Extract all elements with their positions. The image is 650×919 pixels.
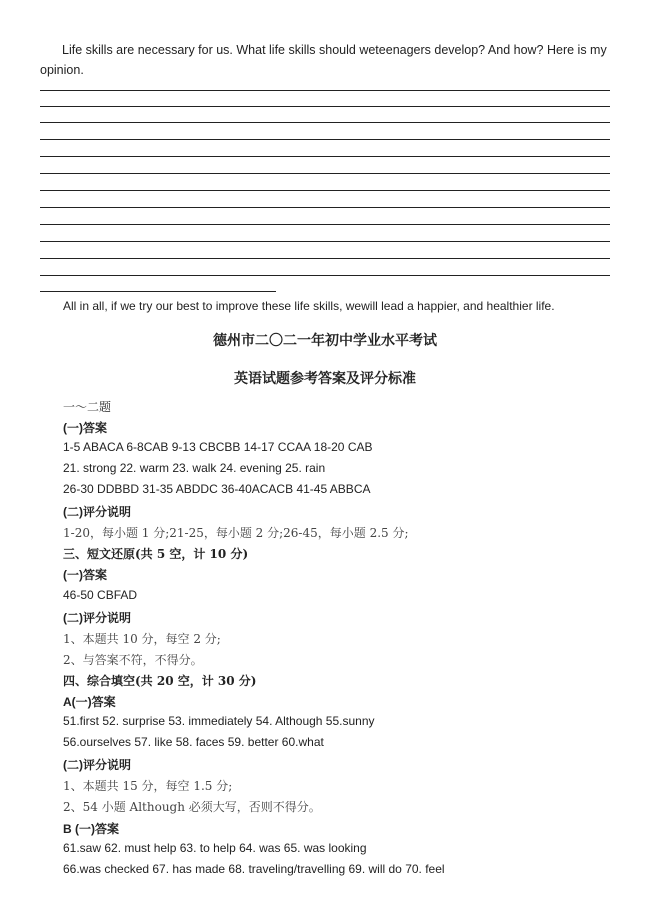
writing-line xyxy=(40,139,610,140)
answer-line: 26-30 DDBBD 31-35 ABDDC 36-40ACACB 41-45 ABBCA xyxy=(63,482,371,496)
scoring-note: 1、本题共 10 分，每空 2 分; xyxy=(63,632,221,646)
scoring-note: 2、54 小题 Although 必须大写，否则不得分。 xyxy=(63,800,321,814)
writing-line xyxy=(40,258,610,259)
writing-line xyxy=(40,156,610,157)
writing-line xyxy=(40,106,610,107)
answer-line: 51.first 52. surprise 53. immediately 54. Although 55.sunny xyxy=(63,714,375,728)
writing-line xyxy=(40,90,610,91)
essay-closing: All in all, if we try our best to improve these life skills, wewill lead a happier, and healthier life. xyxy=(63,299,555,313)
answer-line: 61.saw 62. must help 63. to help 64. was 65. was looking xyxy=(63,841,367,855)
writing-line xyxy=(40,173,610,174)
subsection-heading: (一)答案 xyxy=(63,568,107,582)
answer-line: 46-50 CBFAD xyxy=(63,588,138,602)
writing-line xyxy=(40,190,610,191)
writing-line xyxy=(40,241,610,242)
subsection-heading: (二)评分说明 xyxy=(63,758,131,772)
section-heading: 一～二题 xyxy=(63,400,112,414)
exam-title: 德州市二〇二一年初中学业水平考试 xyxy=(213,333,437,349)
answer-line: 1-5 ABACA 6-8CAB 9-13 CBCBB 14-17 CCAA 18-20 CAB xyxy=(63,440,373,454)
writing-line xyxy=(40,122,610,123)
writing-line xyxy=(40,207,610,208)
writing-line xyxy=(40,275,610,276)
writing-line xyxy=(40,224,610,225)
scoring-note: 2、与答案不符，不得分。 xyxy=(63,653,203,667)
section-heading: 四、综合填空(共 20 空，计 30 分) xyxy=(63,674,257,688)
writing-line xyxy=(40,291,276,292)
scoring-note: 1-20，每小题 1 分;21-25，每小题 2 分;26-45，每小题 2.5 分; xyxy=(63,526,409,540)
answer-key-title: 英语试题参考答案及评分标准 xyxy=(234,371,416,387)
essay-intro: Life skills are necessary for us. What life skills should weteenagers develop? And how? Here is my opinion. xyxy=(40,43,607,77)
subsection-heading: A(一)答案 xyxy=(63,695,116,709)
answer-line: 21. strong 22. warm 23. walk 24. evening 25. rain xyxy=(63,461,326,475)
scoring-note: 1、本题共 15 分，每空 1.5 分; xyxy=(63,779,233,793)
section-heading: 三、短文还原(共 5 空，计 10 分) xyxy=(63,547,249,561)
answer-line: 56.ourselves 57. like 58. faces 59. better 60.what xyxy=(63,735,324,749)
subsection-heading: B (一)答案 xyxy=(63,822,119,836)
subsection-heading: (二)评分说明 xyxy=(63,611,131,625)
answer-line: 66.was checked 67. has made 68. traveling/travelling 69. will do 70. feel xyxy=(63,862,445,876)
subsection-heading: (一)答案 xyxy=(63,421,107,435)
subsection-heading: (二)评分说明 xyxy=(63,505,131,519)
